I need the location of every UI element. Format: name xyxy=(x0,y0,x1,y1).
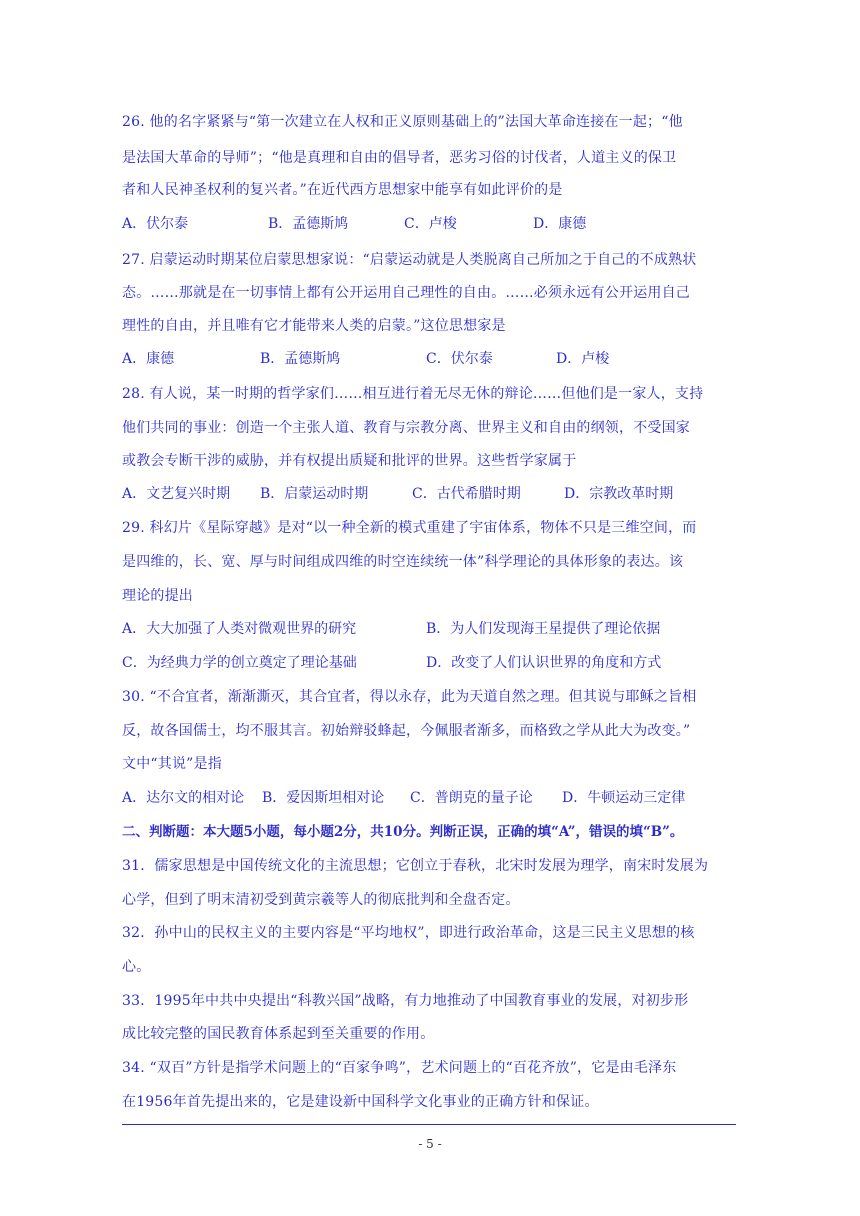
page-number: - 5 - xyxy=(418,1137,442,1151)
q32-line-1: 32．孙中山的民权主义的主要内容是“平均地权”，即进行政治革命，这是三民主义思想的核 xyxy=(122,925,695,941)
q26-line-3: 者和人民神圣权利的复兴者。”在近代西方思想家中能享有如此评价的是 xyxy=(122,182,563,198)
q27-option-d: D．卢梭 xyxy=(556,351,610,367)
q26-option-d: D．康德 xyxy=(533,216,587,232)
q30-line-2: 反，故各国儒士，均不服其言。初始辩驳蜂起，今佩服者渐多，而格致之学从此大为改变。” xyxy=(122,723,691,739)
q26-line-2: 是法国大革命的导师”；“他是真理和自由的倡导者，恶劣习俗的讨伐者，人道主义的保卫 xyxy=(122,150,677,166)
q27-option-c: C．伏尔泰 xyxy=(426,351,493,367)
q27-option-a: A．康德 xyxy=(122,351,175,367)
q34-line-2: 在1956年首先提出来的，它是建设新中国科学文化事业的正确方针和保证。 xyxy=(122,1094,599,1110)
section-2-heading: 二、判断题：本大题5小题，每小题2分，共10分。判断正误，正确的填“A”，错误的填“B”。 xyxy=(122,824,684,840)
q27-option-b: B．孟德斯鸠 xyxy=(260,351,341,367)
q34-line-1: 34. “双百”方针是指学术问题上的“百家争鸣”，艺术问题上的“百花齐放”，它是由毛泽东 xyxy=(122,1060,677,1076)
q28-option-b: B．启蒙运动时期 xyxy=(260,486,369,502)
q30-line-1: 30. “不合宜者，渐渐澌灭，其合宜者，得以永存，此为天道自然之理。但其说与耶稣之旨相 xyxy=(122,689,697,705)
q27-line-3: 理性的自由，并且唯有它才能带来人类的启蒙。”这位思想家是 xyxy=(122,318,506,334)
q33-line-2: 成比较完整的国民教育体系起到至关重要的作用。 xyxy=(122,1026,435,1042)
q29-option-a: A．大大加强了人类对微观世界的研究 xyxy=(122,621,357,637)
q28-line-3: 或教会专断干涉的威胁，并有权提出质疑和批评的世界。这些哲学家属于 xyxy=(122,453,577,469)
footer-divider xyxy=(122,1124,736,1125)
q30-option-a: A．达尔文的相对论 xyxy=(122,790,245,806)
q29-line-2: 是四维的，长、宽、厚与时间组成四维的时空连续统一体”科学理论的具体形象的表达。该 xyxy=(122,554,684,570)
q28-option-c: C．古代希腊时期 xyxy=(412,486,521,502)
q28-line-2: 他们共同的事业：创造一个主张人道、教育与宗教分离、世界主义和自由的纲领，不受国家 xyxy=(122,420,690,436)
q27-line-1: 27. 启蒙运动时期某位启蒙思想家说：“启蒙运动就是人类脱离自己所加之于自己的不成熟状 xyxy=(122,252,697,268)
q31-line-1: 31．儒家思想是中国传统文化的主流思想；它创立于春秋，北宋时发展为理学，南宋时发展为 xyxy=(122,858,709,874)
q30-option-c: C．普朗克的量子论 xyxy=(410,790,533,806)
q28-option-d: D．宗教改革时期 xyxy=(564,486,674,502)
q29-line-3: 理论的提出 xyxy=(122,588,193,604)
q33-line-1: 33．1995年中共中央提出“科教兴国”战略，有力地推动了中国教育事业的发展，对初步形 xyxy=(122,993,689,1009)
q27-line-2: 态。……那就是在一切事情上都有公开运用自己理性的自由。……必须永远有公开运用自己 xyxy=(122,285,690,301)
q30-line-3: 文中“其说”是指 xyxy=(122,756,222,772)
q32-line-2: 心。 xyxy=(122,959,151,975)
q30-option-b: B．爱因斯坦相对论 xyxy=(262,790,385,806)
q26-line-1: 26. 他的名字紧紧与“第一次建立在人权和正义原则基础上的”法国大革命连接在一起；“他 xyxy=(122,114,683,130)
q29-option-c: C．为经典力学的创立奠定了理论基础 xyxy=(122,655,357,671)
q26-option-a: A．伏尔泰 xyxy=(122,216,189,232)
q29-line-1: 29. 科幻片《星际穿越》是对“以一种全新的模式重建了宇宙体系，物体不只是三维空间，而 xyxy=(122,520,697,536)
q26-option-b: B．孟德斯鸠 xyxy=(268,216,349,232)
q31-line-2: 心学，但到了明末清初受到黄宗羲等人的彻底批判和全盘否定。 xyxy=(122,892,520,908)
q26-option-c: C．卢梭 xyxy=(404,216,457,232)
q30-option-d: D．牛顿运动三定律 xyxy=(562,790,686,806)
q28-option-a: A．文艺复兴时期 xyxy=(122,486,231,502)
q29-option-d: D．改变了人们认识世界的角度和方式 xyxy=(426,655,662,671)
q29-option-b: B．为人们发现海王星提供了理论依据 xyxy=(426,621,661,637)
q28-line-1: 28. 有人说，某一时期的哲学家们……相互进行着无尽无休的辩论……但他们是一家人，支持 xyxy=(122,386,704,402)
